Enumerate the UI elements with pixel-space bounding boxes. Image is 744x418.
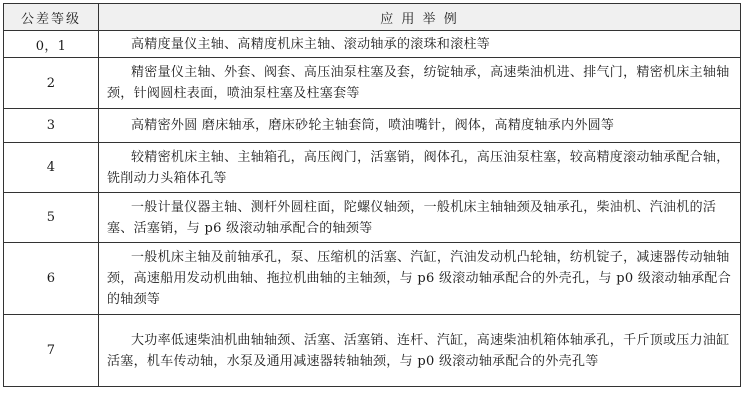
example-text: 大功率低速柴油机曲轴轴颈、活塞、活塞销、连杆、汽缸，高速柴油机箱体轴承孔，千斤顶或压力油缸活塞，机车传动轴，水泵及通用减速器转轴轴颈，与 p0 级滚动轴承配合的外壳孔等 xyxy=(107,332,730,369)
table-row xyxy=(4,31,741,58)
example-text: 高精密外圆 磨床轴承，磨床砂轮主轴套筒，喷油嘴针，阀体，高精度轴承内外圆等 xyxy=(131,118,615,133)
table-row xyxy=(4,193,741,243)
table-row xyxy=(4,315,741,387)
grade-cell: 3 xyxy=(4,109,99,143)
tolerance-application-table xyxy=(3,3,741,387)
header-example: 应 用 举 例 xyxy=(99,4,741,31)
example-cell xyxy=(99,31,741,58)
example-cell xyxy=(99,58,741,109)
table-row xyxy=(4,243,741,315)
grade-cell: 2 xyxy=(4,58,99,109)
example-cell xyxy=(99,143,741,193)
example-text: 精密量仪主轴、外套、阀套、高压油泵柱塞及套，纺锭轴承，高速柴油机进、排气门，精密机床主轴轴颈，针阀圆柱表面，喷油泵柱塞及柱塞套等 xyxy=(107,65,730,101)
table-row xyxy=(4,143,741,193)
table-row xyxy=(4,109,741,143)
example-cell xyxy=(99,315,741,387)
example-text: 高精度量仪主轴、高精度机床主轴、滚动轴承的滚珠和滚柱等 xyxy=(131,36,491,52)
grade-cell: 0，1 xyxy=(4,31,99,58)
table-row xyxy=(4,58,741,109)
example-text: 一般计量仪器主轴、测杆外圆柱面，陀螺仪轴颈，一般机床主轴轴颈及轴承孔，柴油机、汽油机的活塞、活塞销，与 p6 级滚动轴承配合的轴颈等 xyxy=(107,199,717,236)
grade-cell: 7 xyxy=(4,315,99,387)
grade-cell: 4 xyxy=(4,143,99,193)
example-text: 一般机床主轴及前轴承孔，泵、压缩机的活塞、汽缸，汽油发动机凸轮轴，纺机锭子，减速器传动轴轴颈，高速船用发动机曲轴、拖拉机曲轴的主轴颈，与 p6 级滚动轴承配合的外壳孔，与 p0 级滚动轴承配合的轴颈等 xyxy=(107,250,732,307)
example-text: 较精密机床主轴、主轴箱孔，高压阀门，活塞销，阀体孔，高压油泵柱塞，较高精度滚动轴承配合轴，铣削动力头箱体孔等 xyxy=(107,149,730,186)
example-cell xyxy=(99,243,741,315)
example-cell xyxy=(99,193,741,243)
header-row xyxy=(4,4,741,31)
example-cell xyxy=(99,109,741,143)
header-grade: 公差等级 xyxy=(4,4,99,31)
grade-cell: 6 xyxy=(4,243,99,315)
grade-cell: 5 xyxy=(4,193,99,243)
